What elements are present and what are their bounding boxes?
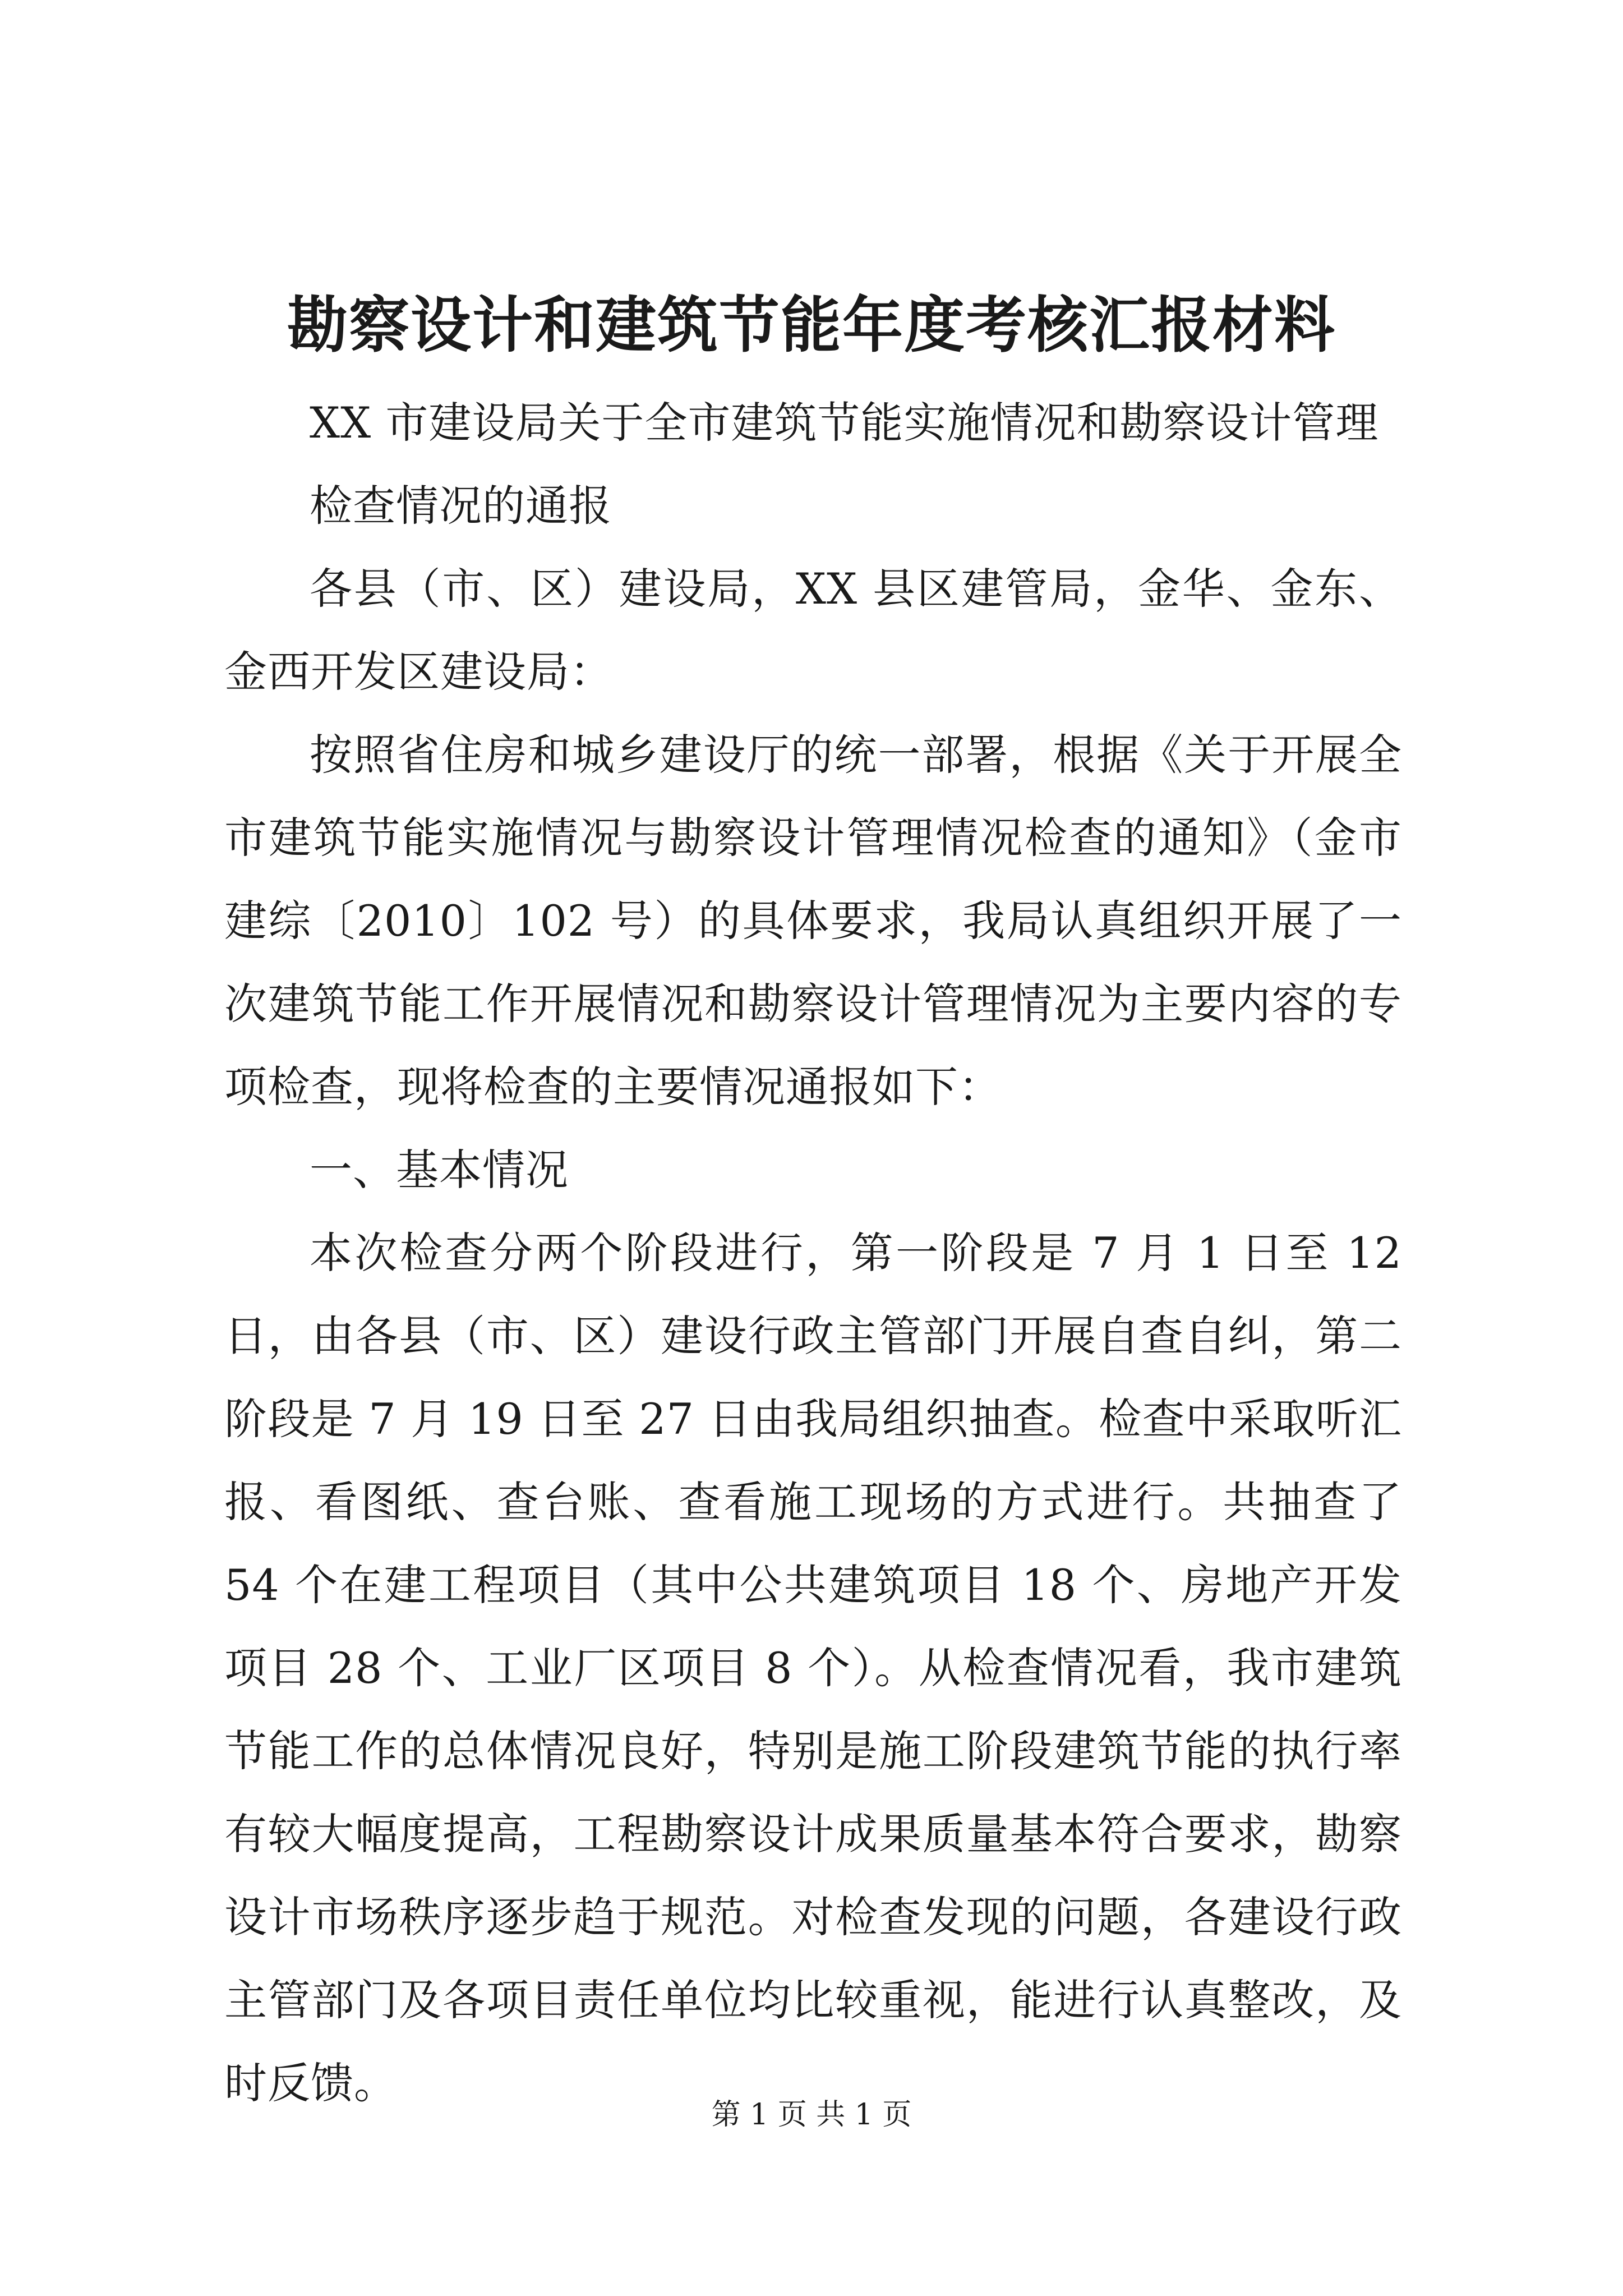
body-paragraph: XX 市建设局关于全市建筑节能实施情况和勘察设计管理: [310, 398, 1379, 448]
page-footer: 第 1 页 共 1 页: [711, 2098, 912, 2132]
document-title: 勘察设计和建筑节能年度考核汇报材料: [287, 290, 1336, 361]
document-body: [224, 381, 1402, 2125]
body-paragraph: 各县（市、区）建设局，XX 县区建管局，金华、金东、金西开发区建设局：: [224, 564, 1402, 697]
section-heading: 一、基本情况: [310, 1145, 569, 1195]
body-paragraph: 本次检查分两个阶段进行，第一阶段是 7 月 1 日至 12 日，由各县（市、区）建设行政主管部门开展自查自纠，第二阶段是 7 月 19 日至 27 日由我局组织抽查。检查中采取听汇报、看图纸、查台账、查看施工现场的方式进行。共抽查了 54 个在建工程项目（其中公共建筑项目 18 个、房地产开发项目 28 个、工业厂区项目 8 个）。从检查情况看，我市建筑节能工作的总体情况良好，特别是施工阶段建筑节能的执行率有较大幅度提高，工程勘察设计成果质量基本符合要求，勘察设计市场秩序逐步趋于规范。对检查发现的问题，各建设行政主管部门及各项目责任单位均比较重视，能进行认真整改，及时反馈。: [224, 1228, 1402, 2108]
body-paragraph: 按照省住房和城乡建设厅的统一部署，根据《关于开展全市建筑节能实施情况与勘察设计管理情况检查的通知》（金市建综〔2010〕102 号）的具体要求，我局认真组织开展了一次建筑节能工作开展情况和勘察设计管理情况为主要内容的专项检查，现将检查的主要情况通报如下：: [224, 730, 1402, 1112]
body-paragraph: 检查情况的通报: [310, 481, 612, 531]
